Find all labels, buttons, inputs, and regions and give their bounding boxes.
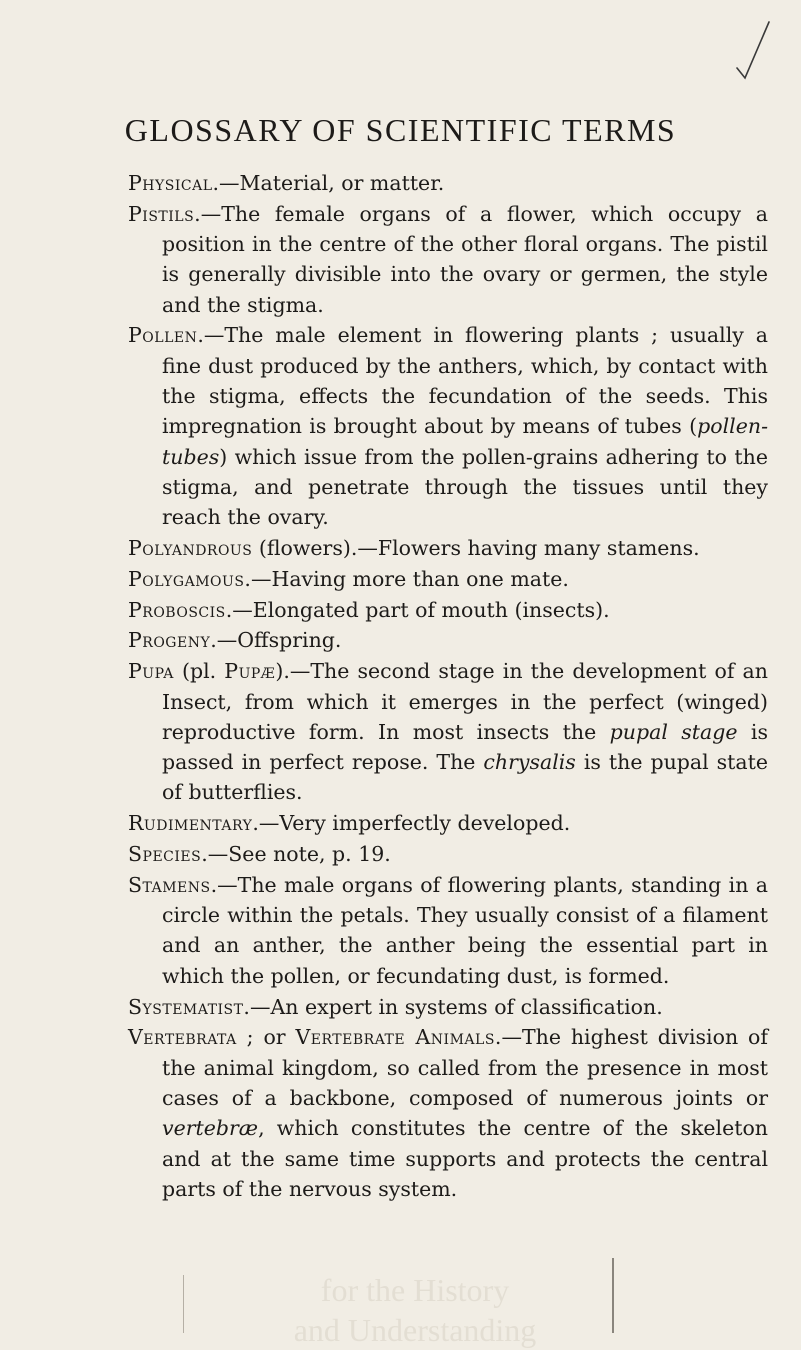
scan-edge-line: [612, 1258, 614, 1333]
entry-polygamous: [128, 564, 768, 594]
page-title: GLOSSARY OF SCIENTIFIC TERMS: [124, 112, 677, 148]
entry-vertebrata: [128, 1022, 768, 1204]
entry-pupa: [128, 656, 768, 807]
definition: (pl.: [173, 659, 225, 684]
definition: .—The male organs of flowering plants, standing in a circle within the petals. They usually consist of a filament and an anther, the anther being the essential part in which the pollen, or fecundating dust, is formed.: [162, 872, 768, 988]
term: Physical: [128, 171, 213, 195]
term: Systematist: [128, 994, 244, 1019]
term-alt: Vertebrate Animals: [295, 1025, 495, 1050]
term: Pistils: [128, 201, 195, 226]
term: Species: [128, 842, 202, 867]
definition: (flowers).—Flowers having many stamens.: [252, 536, 700, 561]
term: Pollen: [128, 323, 198, 348]
entry-progeny: [128, 625, 768, 655]
italic-term: chrysalis: [483, 750, 576, 775]
term: Pupa: [128, 659, 174, 684]
entry-proboscis: [128, 595, 768, 625]
italic-term: pollen-tubes: [162, 414, 768, 469]
term: Vertebrata: [128, 1025, 237, 1050]
watermark-line: for the History: [320, 1272, 510, 1308]
definition: .—The female organs of a flower, which occupy a position in the centre of the other floral organs. The pistil is generally divisible into the ovary or germen, the style and the stigma.: [162, 201, 768, 317]
definition: .—Material, or matter.: [212, 171, 445, 195]
term: Stamens: [128, 872, 211, 897]
definition-cont: ) which issue from the pollen-grains adhering to the stigma, and penetrate through the tissues until they reach the ovary.: [162, 444, 768, 530]
term: Rudimentary: [128, 811, 253, 836]
glossary-entries: [128, 168, 768, 1205]
definition: .—An expert in systems of classification.: [243, 994, 663, 1019]
definition: .—The male element in flowering plants ; usually a fine dust produced by the anthers, which, by contact with the stigma, effects the fecundation of the seeds. This impregnation is brought about by means of tubes (: [162, 323, 768, 439]
definition: .—Elongated part of mouth (insects).: [225, 597, 610, 622]
term: Proboscis: [128, 597, 226, 622]
definition: .—Having more than one mate.: [244, 566, 569, 591]
pencil-check-mark: [733, 18, 773, 82]
definition: .—Offspring.: [210, 628, 342, 653]
definition: .—Very imperfectly developed.: [252, 811, 571, 836]
definition-cont: , which constitutes the centre of the skeleton and at the same time supports and protects the central parts of the nervous system.: [162, 1116, 768, 1201]
term: Polyandrous: [128, 536, 253, 561]
watermark-line: and Understanding: [293, 1312, 537, 1348]
definition-cont: is passed in perfect repose. The: [162, 719, 769, 775]
entry-species: [128, 839, 768, 869]
entry-stamens: [128, 870, 768, 991]
definition-cont: ).—The second stage in the development of an Insect, from which it emerges in the perfect (winged) reproductive form. In most insects the: [162, 659, 768, 744]
library-watermark: [180, 1270, 650, 1350]
definition: .—See note, p. 19.: [201, 842, 391, 867]
definition-cont: .—The highest division of the animal kingdom, so called from the presence in most cases of a backbone, composed of numerous joints or: [162, 1025, 768, 1110]
italic-term: vertebræ: [162, 1116, 259, 1141]
italic-term: pupal stage: [609, 719, 738, 744]
scan-edge-line: [183, 1275, 184, 1333]
entry-rudimentary: [128, 808, 768, 838]
definition-cont: is the pupal state of butterflies.: [162, 750, 769, 805]
term-plural: Pupæ: [224, 659, 276, 684]
entry-polyandrous: [128, 533, 768, 563]
entry-pollen: [128, 320, 768, 532]
entry-systematist: [128, 992, 768, 1022]
term: Progeny: [128, 628, 211, 653]
entry-physical: [128, 168, 768, 198]
entry-pistils: [128, 199, 768, 320]
definition: ; or: [236, 1025, 296, 1050]
term: Polygamous: [128, 566, 245, 591]
